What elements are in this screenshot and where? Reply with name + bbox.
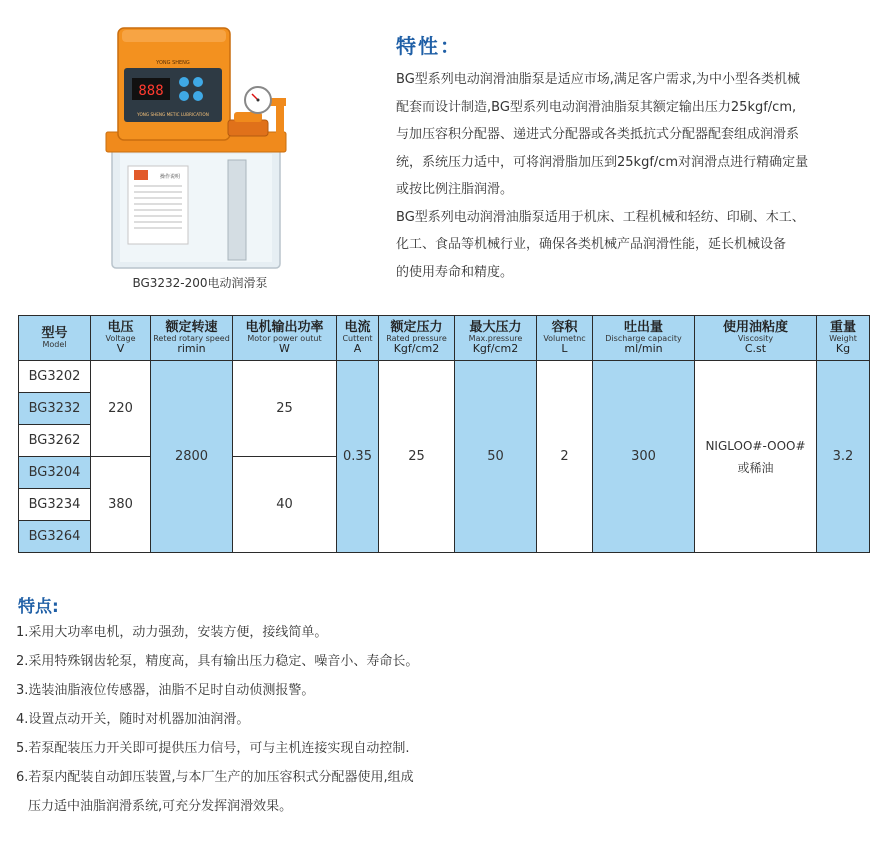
rated-pressure-cell: 25 (379, 361, 455, 553)
product-caption: BG3232-200电动润滑泵 (132, 276, 268, 290)
list-item: 6.若泵内配装自动卸压装置,与本厂生产的加压容积式分配器使用,组成 (16, 770, 414, 785)
max-pressure-cell: 50 (455, 361, 537, 553)
list-item: 2.采用特殊钢齿轮泵，精度高，具有输出压力稳定、噪音小、寿命长。 (16, 654, 419, 669)
viscosity-alt: 或稀油 (737, 460, 774, 475)
list-item: 压力适中油脂润滑系统,可充分发挥润滑效果。 (28, 799, 293, 814)
header-viscosity: 使用油粘度 Viscosity C.st (695, 316, 817, 361)
points-list (16, 618, 866, 821)
features-heading: 特性： (396, 34, 462, 58)
header-power: 电机输出功率 Motor power outut W (233, 316, 337, 361)
panel-title-text: 操作说明 (160, 174, 181, 180)
spec-table (18, 315, 870, 553)
list-item: 3.选装油脂液位传感器，油脂不足时自动侦测报警。 (16, 683, 315, 698)
model-cell: BG3264 (19, 521, 91, 553)
header-weight: 重量 Weight Kg (817, 316, 870, 361)
intro-text (396, 66, 866, 286)
intro-line: 或按比例注脂润滑。 (396, 182, 514, 197)
brand-text: YONG SHENG (156, 60, 190, 66)
model-cell: BG3232 (19, 393, 91, 425)
led-display: 888 (138, 83, 164, 99)
header-speed: 额定转速 Reted rotary speed rimin (151, 316, 233, 361)
table-row (19, 361, 870, 393)
header-max-pressure: 最大压力 Max.pressure Kgf/cm2 (455, 316, 537, 361)
label-text: YONG SHENG METIC LUBRICATION (137, 112, 209, 117)
intro-line: 化工、食品等机械行业，确保各类机械产品润滑性能，延长机械设备 (396, 237, 787, 252)
list-item: 5.若泵配装压力开关即可提供压力信号，可与主机连接实现自动控制. (16, 741, 410, 756)
intro-line: BG型系列电动润滑油脂泵是适应市场,满足客户需求,为中小型各类机械 (396, 72, 801, 87)
viscosity-cell (695, 361, 817, 553)
intro-line: 配套而设计制造,BG型系列电动润滑油脂泵其额定输出压力25kgf/cm, (396, 99, 797, 115)
voltage-cell: 220 (91, 361, 151, 457)
spec-table-container (18, 315, 869, 553)
current-cell: 0.35 (337, 361, 379, 553)
power-cell: 40 (233, 457, 337, 553)
header-rated-pressure: 额定压力 Rated pressure Kgf/cm2 (379, 316, 455, 361)
model-cell: BG3234 (19, 489, 91, 521)
model-cell: BG3202 (19, 361, 91, 393)
header-volume: 容积 Volumetnc L (537, 316, 593, 361)
table-header-row (19, 316, 870, 361)
intro-line: 统，系统压力适中，可将润滑脂加压到25kgf/cm对润滑点进行精确定量 (396, 154, 809, 170)
intro-line: BG型系列电动润滑油脂泵适用于机床、工程机械和轻纺、印刷、木工、 (396, 209, 805, 225)
power-cell: 25 (233, 361, 337, 457)
points-heading: 特点: (18, 597, 59, 617)
model-cell: BG3204 (19, 457, 91, 489)
header-model: 型号 Model (19, 316, 91, 361)
voltage-cell: 380 (91, 457, 151, 553)
weight-cell: 3.2 (817, 361, 870, 553)
intro-line: 的使用寿命和精度。 (396, 264, 514, 280)
header-discharge: 吐出量 Discharge capacity ml/min (593, 316, 695, 361)
intro-line: 与加压容积分配器、递进式分配器或各类抵抗式分配器配套组成润滑系 (396, 127, 800, 142)
list-item: 4.设置点动开关，随时对机器加油润滑。 (16, 712, 250, 727)
header-voltage: 电压 Voltage V (91, 316, 151, 361)
header-current: 电流 Cuttent A (337, 316, 379, 361)
viscosity-value: NIGLOO#-OOO# (705, 438, 806, 453)
model-cell: BG3262 (19, 425, 91, 457)
discharge-cell: 300 (593, 361, 695, 553)
speed-cell: 2800 (151, 361, 233, 553)
volume-cell: 2 (537, 361, 593, 553)
list-item: 1.采用大功率电机，动力强劲，安装方便，接线简单。 (16, 625, 328, 640)
pump-product-image (100, 20, 300, 272)
